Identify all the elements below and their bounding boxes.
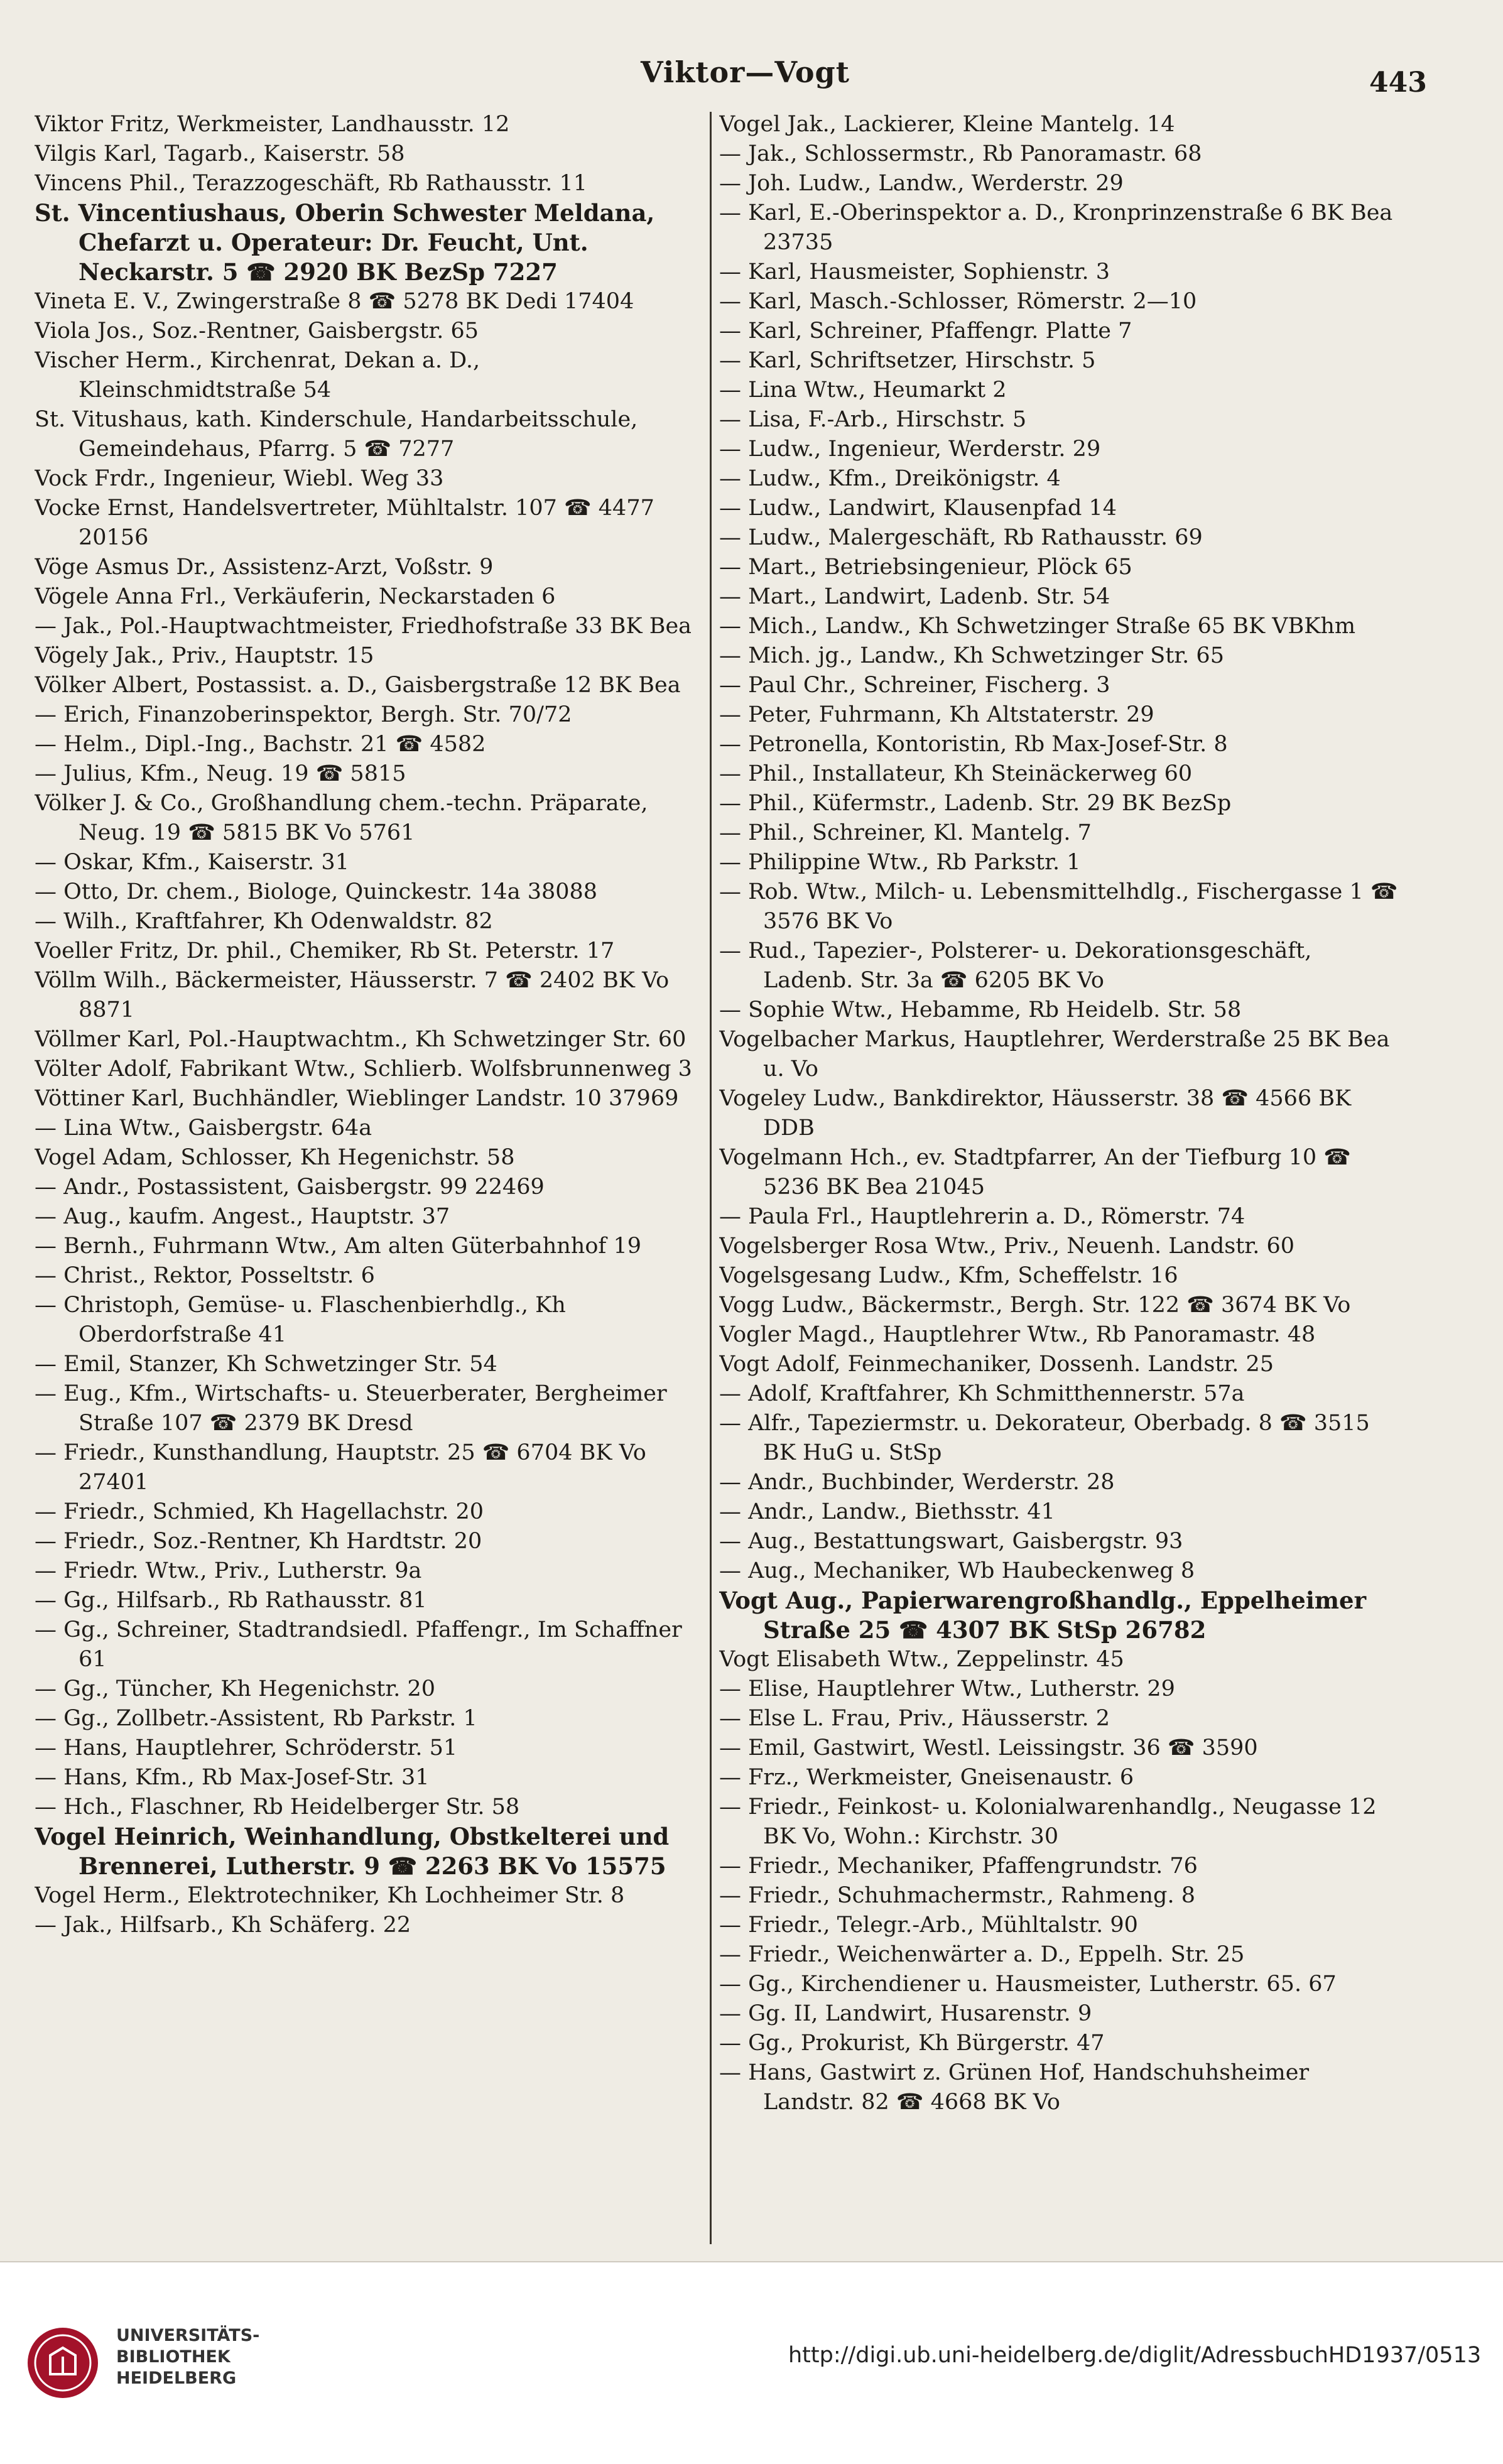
directory-entry: Vilgis Karl, Tagarb., Kaiserstr. 58 [35, 141, 405, 166]
directory-entry: — Friedr., Weichenwärter a. D., Eppelh. Str. 25 [719, 1942, 1245, 1967]
directory-entry: — Andr., Landw., Biethsstr. 41 [719, 1499, 1055, 1524]
directory-entry: — Christ., Rektor, Posseltstr. 6 [35, 1263, 375, 1288]
directory-entry: — Friedr., Kunsthandlung, Hauptstr. 25 ☎ 6704 BK Vo 27401 [35, 1440, 646, 1495]
directory-entry: — Else L. Frau, Priv., Häusserstr. 2 [719, 1706, 1110, 1731]
directory-entry: Vogeley Ludw., Bankdirektor, Häusserstr. 38 ☎ 4566 BK DDB [719, 1086, 1352, 1141]
directory-entry: Vocke Ernst, Handelsvertreter, Mühltalstr. 107 ☎ 4477 20156 [35, 496, 654, 550]
directory-entry: Vogel Heinrich, Weinhandlung, Obstkelterei und Brennerei, Lutherstr. 9 ☎ 2263 BK Vo 15575 [35, 1823, 670, 1880]
directory-entry: — Joh. Ludw., Landw., Werderstr. 29 [719, 171, 1124, 196]
directory-entry: — Friedr., Schmied, Kh Hagellachstr. 20 [35, 1499, 484, 1524]
directory-entry: — Helm., Dipl.-Ing., Bachstr. 21 ☎ 4582 [35, 732, 486, 757]
directory-entry: — Erich, Finanzoberinspektor, Bergh. Str. 70/72 [35, 702, 572, 727]
directory-entry: Vogelsberger Rosa Wtw., Priv., Neuenh. Landstr. 60 [719, 1234, 1294, 1259]
page-header [0, 49, 1503, 106]
directory-entry: — Petronella, Kontoristin, Rb Max-Josef-Str. 8 [719, 732, 1228, 757]
directory-entry: — Ludw., Malergeschäft, Rb Rathausstr. 69 [719, 525, 1203, 550]
directory-entry: — Gg. II, Landwirt, Husarenstr. 9 [719, 2001, 1092, 2026]
directory-entry: Vogel Adam, Schlosser, Kh Hegenichstr. 58 [35, 1145, 515, 1170]
directory-entry: — Wilh., Kraftfahrer, Kh Odenwaldstr. 82 [35, 909, 493, 934]
directory-entry: Vineta E. V., Zwingerstraße 8 ☎ 5278 BK Dedi 17404 [35, 289, 634, 314]
directory-column-left [35, 110, 700, 2245]
directory-entry: — Ludw., Ingenieur, Werderstr. 29 [719, 437, 1101, 462]
page-number: 443 [1369, 67, 1427, 99]
page-footer [0, 2261, 1503, 2464]
directory-entry: — Friedr. Wtw., Priv., Lutherstr. 9a [35, 1558, 422, 1583]
directory-entry: — Sophie Wtw., Hebamme, Rb Heidelb. Str. 58 [719, 997, 1242, 1023]
directory-entry: — Oskar, Kfm., Kaiserstr. 31 [35, 850, 349, 875]
directory-entry: — Aug., Mechaniker, Wb Haubeckenweg 8 [719, 1558, 1195, 1583]
directory-entry: — Karl, Masch.-Schlosser, Römerstr. 2—10 [719, 289, 1197, 314]
directory-entry: — Paul Chr., Schreiner, Fischerg. 3 [719, 673, 1110, 698]
directory-entry: — Gg., Zollbetr.-Assistent, Rb Parkstr. 1 [35, 1706, 477, 1731]
directory-entry: Vogt Elisabeth Wtw., Zeppelinstr. 45 [719, 1647, 1124, 1672]
directory-entry: Völker J. & Co., Großhandlung chem.-techn. Präparate, Neug. 19 ☎ 5815 BK Vo 5761 [35, 791, 648, 845]
directory-entry: St. Vincentiushaus, Oberin Schwester Meldana, Chefarzt u. Operateur: Dr. Feucht, Unt. Neckarstr. 5 ☎ 2920 BK BezSp 7227 [35, 199, 655, 286]
library-name-line: BIBLIOTHEK [116, 2347, 231, 2367]
directory-entry: Viktor Fritz, Werkmeister, Landhausstr. 12 [35, 112, 510, 137]
directory-entry: Vögele Anna Frl., Verkäuferin, Neckarstaden 6 [35, 584, 556, 609]
library-seal-icon [25, 2325, 100, 2401]
directory-entry: — Ludw., Kfm., Dreikönigstr. 4 [719, 466, 1061, 491]
directory-entry: — Gg., Hilfsarb., Rb Rathausstr. 81 [35, 1588, 427, 1613]
directory-entry: — Hans, Hauptlehrer, Schröderstr. 51 [35, 1735, 458, 1761]
directory-entry: — Friedr., Schuhmachermstr., Rahmeng. 8 [719, 1883, 1195, 1908]
source-url-link[interactable]: http://digi.ub.uni-heidelberg.de/diglit/AdressbuchHD1937/0513 [788, 2343, 1482, 2368]
directory-entry: — Jak., Hilfsarb., Kh Schäferg. 22 [35, 1913, 411, 1938]
directory-entry: — Emil, Gastwirt, Westl. Leissingstr. 36 ☎ 3590 [719, 1735, 1258, 1761]
directory-entry: — Eug., Kfm., Wirtschafts- u. Steuerberater, Bergheimer Straße 107 ☎ 2379 BK Dresd [35, 1381, 667, 1436]
column-divider [710, 112, 712, 2244]
directory-entry: — Ludw., Landwirt, Klausenpfad 14 [719, 496, 1117, 521]
directory-entry: — Karl, Schreiner, Pfaffengr. Platte 7 [719, 318, 1132, 344]
directory-entry: — Friedr., Mechaniker, Pfaffengrundstr. 76 [719, 1853, 1198, 1879]
directory-entry: — Rob. Wtw., Milch- u. Lebensmittelhdlg., Fischergasse 1 ☎ 3576 BK Vo [719, 879, 1398, 934]
directory-entry: — Hans, Gastwirt z. Grünen Hof, Handschuhsheimer Landstr. 82 ☎ 4668 BK Vo [719, 2060, 1310, 2115]
library-name-line: UNIVERSITÄTS- [116, 2326, 260, 2345]
directory-entry: Vischer Herm., Kirchenrat, Dekan a. D., Kleinschmidtstraße 54 [35, 348, 480, 403]
directory-entry: — Adolf, Kraftfahrer, Kh Schmitthennerstr. 57a [719, 1381, 1245, 1406]
directory-entry: — Peter, Fuhrmann, Kh Altstaterstr. 29 [719, 702, 1154, 727]
directory-entry: — Gg., Schreiner, Stadtrandsiedl. Pfaffengr., Im Schaffner 61 [35, 1617, 682, 1672]
directory-entry: Völlm Wilh., Bäckermeister, Häusserstr. 7 ☎ 2402 BK Vo 8871 [35, 968, 670, 1023]
directory-entry: Völker Albert, Postassist. a. D., Gaisbergstraße 12 BK Bea [35, 673, 681, 698]
directory-entry: — Emil, Stanzer, Kh Schwetzinger Str. 54 [35, 1352, 497, 1377]
directory-entry: — Gg., Kirchendiener u. Hausmeister, Lutherstr. 65. 67 [719, 1972, 1337, 1997]
directory-entry: Vögely Jak., Priv., Hauptstr. 15 [35, 643, 374, 668]
directory-entry: Vöttiner Karl, Buchhändler, Wieblinger Landstr. 10 37969 [35, 1086, 679, 1111]
directory-entry: — Philippine Wtw., Rb Parkstr. 1 [719, 850, 1081, 875]
directory-entry: Vöge Asmus Dr., Assistenz-Arzt, Voßstr. 9 [35, 555, 494, 580]
directory-entry: Vincens Phil., Terazzogeschäft, Rb Rathausstr. 11 [35, 171, 588, 196]
directory-entry: — Hch., Flaschner, Rb Heidelberger Str. 58 [35, 1794, 520, 1820]
directory-entry: — Rud., Tapezier-, Polsterer- u. Dekorationsgeschäft, Ladenb. Str. 3a ☎ 6205 BK Vo [719, 938, 1312, 993]
directory-entry: — Phil., Installateur, Kh Steinäckerweg 60 [719, 761, 1193, 786]
directory-entry: — Karl, Hausmeister, Sophienstr. 3 [719, 259, 1110, 285]
directory-entry: — Lisa, F.-Arb., Hirschstr. 5 [719, 407, 1027, 432]
directory-entry: — Elise, Hauptlehrer Wtw., Lutherstr. 29 [719, 1676, 1175, 1701]
directory-entry: — Christoph, Gemüse- u. Flaschenbierhdlg., Kh Oberdorfstraße 41 [35, 1293, 566, 1347]
directory-entry: — Friedr., Soz.-Rentner, Kh Hardtstr. 20 [35, 1529, 482, 1554]
directory-entry: — Mart., Landwirt, Ladenb. Str. 54 [719, 584, 1110, 609]
directory-entry: — Jak., Pol.-Hauptwachtmeister, Friedhofstraße 33 BK Bea [35, 614, 692, 639]
directory-entry: — Paula Frl., Hauptlehrerin a. D., Römerstr. 74 [719, 1204, 1245, 1229]
directory-entry: Vogg Ludw., Bäckermstr., Bergh. Str. 122 ☎ 3674 BK Vo [719, 1293, 1351, 1318]
directory-entry: — Mich. jg., Landw., Kh Schwetzinger Str. 65 [719, 643, 1224, 668]
directory-entry: — Gg., Tüncher, Kh Hegenichstr. 20 [35, 1676, 436, 1701]
running-head: Viktor—Vogt [641, 55, 850, 89]
directory-entry: Vogt Aug., Papierwarengroßhandlg., Eppelheimer Straße 25 ☎ 4307 BK StSp 26782 [719, 1587, 1367, 1644]
directory-entry: — Hans, Kfm., Rb Max-Josef-Str. 31 [35, 1765, 430, 1790]
directory-entry: — Lina Wtw., Gaisbergstr. 64a [35, 1115, 372, 1141]
directory-entry: — Mart., Betriebsingenieur, Plöck 65 [719, 555, 1132, 580]
directory-entry: Vogel Jak., Lackierer, Kleine Mantelg. 14 [719, 112, 1175, 137]
directory-entry: — Jak., Schlossermstr., Rb Panoramastr. 68 [719, 141, 1202, 166]
directory-entry: — Karl, Schriftsetzer, Hirschstr. 5 [719, 348, 1096, 373]
directory-entry: Vogelmann Hch., ev. Stadtpfarrer, An der Tiefburg 10 ☎ 5236 BK Bea 21045 [719, 1145, 1351, 1200]
directory-entry: Viola Jos., Soz.-Rentner, Gaisbergstr. 65 [35, 318, 479, 344]
directory-entry: — Aug., Bestattungswart, Gaisbergstr. 93 [719, 1529, 1183, 1554]
directory-entry: — Karl, E.-Oberinspektor a. D., Kronprinzenstraße 6 BK Bea 23735 [719, 200, 1393, 255]
directory-entry: — Phil., Küfermstr., Ladenb. Str. 29 BK BezSp [719, 791, 1232, 816]
directory-entry: — Andr., Postassistent, Gaisbergstr. 99 22469 [35, 1175, 545, 1200]
directory-entry: — Lina Wtw., Heumarkt 2 [719, 377, 1007, 403]
directory-entry: — Aug., kaufm. Angest., Hauptstr. 37 [35, 1204, 450, 1229]
library-name [116, 2325, 259, 2389]
directory-entry: Vogelsgesang Ludw., Kfm, Scheffelstr. 16 [719, 1263, 1178, 1288]
directory-entry: Vogelbacher Markus, Hauptlehrer, Werderstraße 25 BK Bea u. Vo [719, 1027, 1390, 1082]
directory-entry: Vogt Adolf, Feinmechaniker, Dossenh. Landstr. 25 [719, 1352, 1274, 1377]
directory-entry: Völter Adolf, Fabrikant Wtw., Schlierb. Wolfsbrunnenweg 3 [35, 1056, 692, 1082]
directory-entry: St. Vitushaus, kath. Kinderschule, Handarbeitsschule, Gemeindehaus, Pfarrg. 5 ☎ 7277 [35, 407, 638, 462]
directory-column-right [719, 110, 1407, 2245]
directory-entry: — Frz., Werkmeister, Gneisenaustr. 6 [719, 1765, 1134, 1790]
directory-entry: Völlmer Karl, Pol.-Hauptwachtm., Kh Schwetzinger Str. 60 [35, 1027, 686, 1052]
directory-entry: — Julius, Kfm., Neug. 19 ☎ 5815 [35, 761, 406, 786]
directory-entry: — Phil., Schreiner, Kl. Mantelg. 7 [719, 820, 1092, 845]
directory-entry: — Friedr., Feinkost- u. Kolonialwarenhandlg., Neugasse 12 BK Vo, Wohn.: Kirchstr. 30 [719, 1794, 1377, 1849]
directory-entry: Vogler Magd., Hauptlehrer Wtw., Rb Panoramastr. 48 [719, 1322, 1316, 1347]
directory-entry: — Otto, Dr. chem., Biologe, Quinckestr. 14a 38088 [35, 879, 598, 904]
directory-entry: Vock Frdr., Ingenieur, Wiebl. Weg 33 [35, 466, 444, 491]
directory-entry: — Mich., Landw., Kh Schwetzinger Straße 65 BK VBKhm [719, 614, 1356, 639]
directory-entry: — Alfr., Tapeziermstr. u. Dekorateur, Oberbadg. 8 ☎ 3515 BK HuG u. StSp [719, 1411, 1370, 1465]
directory-entry: — Andr., Buchbinder, Werderstr. 28 [719, 1470, 1115, 1495]
directory-entry: — Friedr., Telegr.-Arb., Mühltalstr. 90 [719, 1913, 1138, 1938]
library-name-line: HEIDELBERG [116, 2369, 237, 2388]
directory-entry: Voeller Fritz, Dr. phil., Chemiker, Rb St. Peterstr. 17 [35, 938, 615, 963]
directory-entry: — Bernh., Fuhrmann Wtw., Am alten Güterbahnhof 19 [35, 1234, 642, 1259]
directory-entry: Vogel Herm., Elektrotechniker, Kh Lochheimer Str. 8 [35, 1883, 625, 1908]
directory-entry: — Gg., Prokurist, Kh Bürgerstr. 47 [719, 2031, 1105, 2056]
